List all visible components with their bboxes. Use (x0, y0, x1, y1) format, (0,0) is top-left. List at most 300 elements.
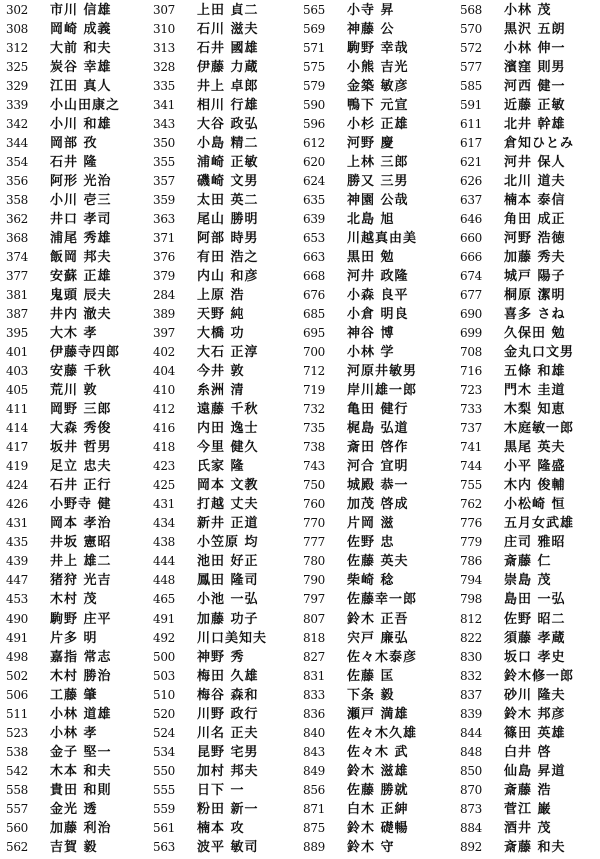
member-number: 831 (303, 668, 326, 683)
member-number: 376 (153, 250, 176, 265)
member-number: 438 (153, 535, 176, 550)
member-name: 佐々木久雄 (347, 725, 418, 741)
member-name: 濱窪 則男 (504, 60, 566, 76)
member-name: 瀬戸 満雄 (347, 706, 409, 722)
list-item (6, 762, 144, 781)
list-item (6, 438, 144, 457)
member-name: 石井 正行 (50, 478, 112, 494)
member-number: 410 (153, 383, 176, 398)
member-number: 354 (6, 155, 29, 170)
list-item (303, 343, 455, 362)
member-name: 倉知ひとみ (504, 136, 575, 152)
list-item (460, 648, 600, 667)
list-item (153, 210, 301, 229)
list-item (460, 610, 600, 629)
member-name: 白井 啓 (504, 744, 552, 760)
member-number: 849 (303, 763, 326, 778)
member-number: 557 (6, 801, 29, 816)
member-number: 368 (6, 231, 29, 246)
member-name: 猪狩 光吉 (50, 573, 112, 589)
member-name: 川野 政行 (197, 706, 259, 722)
member-name: 岸川雄一郎 (347, 383, 418, 399)
member-name: 木本 和夫 (50, 763, 112, 779)
member-name: 井坂 憲昭 (50, 535, 112, 551)
member-number: 328 (153, 60, 176, 75)
member-name: 島田 一弘 (504, 592, 566, 608)
list-item (6, 781, 144, 800)
list-item (6, 58, 144, 77)
member-name: 斎田 啓作 (347, 440, 409, 456)
member-number: 363 (153, 212, 176, 227)
list-item (153, 590, 301, 609)
list-item (153, 115, 301, 134)
member-number: 637 (460, 193, 483, 208)
member-number: 575 (303, 60, 326, 75)
member-number: 674 (460, 269, 483, 284)
list-item (460, 533, 600, 552)
member-name: 小笠原 均 (197, 535, 259, 551)
list-item (6, 705, 144, 724)
member-number: 596 (303, 117, 326, 132)
member-name: 小平 隆盛 (504, 459, 566, 475)
member-number: 424 (6, 478, 29, 493)
list-item (6, 629, 144, 648)
list-item (303, 267, 455, 286)
list-item (303, 400, 455, 419)
list-item (303, 210, 455, 229)
list-item (303, 457, 455, 476)
list-item (153, 552, 301, 571)
list-item (303, 1, 455, 20)
list-item (153, 743, 301, 762)
list-item (460, 762, 600, 781)
member-name: 小熊 吉光 (347, 60, 409, 76)
member-number: 699 (460, 326, 483, 341)
member-name: 川越真由美 (347, 231, 418, 247)
member-name: 小松崎 恒 (504, 497, 566, 513)
member-name: 阿形 光治 (50, 174, 112, 190)
member-name: 角田 成正 (504, 212, 566, 228)
member-name: 神藤 公 (347, 22, 395, 38)
list-item (153, 77, 301, 96)
member-number: 617 (460, 136, 483, 151)
member-name: 木内 俊輔 (504, 478, 566, 494)
list-item (460, 134, 600, 153)
member-number: 506 (6, 687, 29, 702)
list-item (153, 343, 301, 362)
list-item (153, 248, 301, 267)
member-number: 873 (460, 801, 483, 816)
member-number: 677 (460, 288, 483, 303)
member-name: 加藤 秀夫 (504, 250, 566, 266)
member-name: 岡本 孝治 (50, 516, 112, 532)
member-number: 397 (153, 326, 176, 341)
member-number: 794 (460, 573, 483, 588)
member-number: 335 (153, 79, 176, 94)
member-name: 近藤 正敏 (504, 98, 566, 114)
list-item (153, 457, 301, 476)
list-item (303, 438, 455, 457)
member-number: 737 (460, 421, 483, 436)
member-name: 小川 壱三 (50, 193, 112, 209)
list-item (153, 610, 301, 629)
member-name: 大前 和夫 (50, 41, 112, 57)
member-number: 500 (153, 649, 176, 664)
list-item (303, 667, 455, 686)
member-number: 660 (460, 231, 483, 246)
member-number: 779 (460, 535, 483, 550)
member-number: 362 (6, 212, 29, 227)
member-name: 小寺 昇 (347, 3, 395, 18)
member-name: 金子 堅一 (50, 744, 112, 760)
member-number: 591 (460, 98, 483, 113)
member-name: 佐藤 英夫 (347, 554, 409, 570)
member-number: 308 (6, 22, 29, 37)
member-name: 楠本 攻 (197, 820, 245, 836)
list-item (303, 495, 455, 514)
list-item (460, 1, 600, 20)
member-number: 389 (153, 307, 176, 322)
list-item (6, 210, 144, 229)
member-name: 阿部 時男 (197, 231, 259, 247)
list-item (6, 153, 144, 172)
member-number: 402 (153, 345, 176, 360)
member-name: 工藤 肇 (50, 687, 98, 703)
list-item (6, 419, 144, 438)
list-item (303, 115, 455, 134)
member-number: 571 (303, 41, 326, 56)
member-name: 上田 貞二 (197, 3, 259, 18)
list-item (153, 134, 301, 153)
member-number: 418 (153, 440, 176, 455)
list-item (153, 648, 301, 667)
member-number: 561 (153, 820, 176, 835)
member-name: 内山 和彦 (197, 269, 259, 285)
list-item (6, 724, 144, 743)
list-item (153, 20, 301, 39)
list-item (460, 324, 600, 343)
member-name: 斎藤 浩 (504, 782, 552, 798)
list-column-4 (460, 1, 600, 857)
member-number: 491 (6, 630, 29, 645)
member-number: 760 (303, 497, 326, 512)
list-item (460, 400, 600, 419)
member-number: 889 (303, 839, 326, 854)
member-name: 大石 正淳 (197, 345, 259, 361)
member-name: 粉田 新一 (197, 801, 259, 817)
member-number: 569 (303, 22, 326, 37)
member-name: 安蘇 正雄 (50, 269, 112, 285)
member-name: 佐々木 武 (347, 744, 409, 760)
list-item (303, 419, 455, 438)
list-item (303, 552, 455, 571)
member-number: 374 (6, 250, 29, 265)
list-item (460, 629, 600, 648)
list-item (460, 819, 600, 838)
member-name: 北井 幹雄 (504, 117, 566, 133)
member-name: 糸洲 清 (197, 383, 245, 399)
member-number: 434 (153, 516, 176, 531)
member-number: 502 (6, 668, 29, 683)
member-name: 貴田 和則 (50, 782, 112, 798)
member-number: 738 (303, 440, 326, 455)
list-item (303, 229, 455, 248)
member-name: 桐原 潔明 (504, 288, 566, 304)
member-name: 安藤 千秋 (50, 364, 112, 380)
list-item (153, 305, 301, 324)
member-name: 加茂 啓成 (347, 497, 409, 513)
list-item (153, 286, 301, 305)
member-number: 510 (153, 687, 176, 702)
member-name: 久保田 勉 (504, 326, 566, 342)
member-name: 佐野 昭二 (504, 611, 566, 627)
member-name: 岡部 孜 (50, 136, 98, 152)
member-name: 尾山 勝明 (197, 212, 259, 228)
member-number: 359 (153, 193, 176, 208)
member-name: 梅谷 森和 (197, 687, 259, 703)
member-name: 市川 信雄 (50, 3, 112, 18)
list-item (153, 514, 301, 533)
list-item (153, 476, 301, 495)
member-number: 732 (303, 402, 326, 417)
list-item (6, 229, 144, 248)
member-number: 542 (6, 763, 29, 778)
list-item (460, 705, 600, 724)
list-item (303, 781, 455, 800)
member-name: 飯岡 邦夫 (50, 250, 112, 266)
member-number: 448 (153, 573, 176, 588)
list-item (153, 705, 301, 724)
member-name: 小林 学 (347, 345, 395, 361)
member-name: 佐藤 勝就 (347, 782, 409, 798)
list-item (153, 838, 301, 857)
member-number: 403 (6, 364, 29, 379)
list-item (153, 400, 301, 419)
member-number: 523 (6, 725, 29, 740)
member-number: 498 (6, 649, 29, 664)
member-number: 371 (153, 231, 176, 246)
list-item (303, 686, 455, 705)
member-name: 石井 隆 (50, 155, 98, 171)
list-item (303, 590, 455, 609)
member-name: 門木 圭道 (504, 383, 566, 399)
list-item (6, 533, 144, 552)
member-number: 491 (153, 611, 176, 626)
list-item (6, 267, 144, 286)
member-name: 神谷 博 (347, 326, 395, 342)
member-name: 木庭敏一郎 (504, 421, 575, 437)
member-number: 453 (6, 592, 29, 607)
member-number: 534 (153, 744, 176, 759)
list-item (153, 324, 301, 343)
member-number: 856 (303, 782, 326, 797)
list-item (303, 286, 455, 305)
list-item (303, 134, 455, 153)
list-item (153, 571, 301, 590)
list-item (6, 648, 144, 667)
list-item (460, 571, 600, 590)
list-item (460, 77, 600, 96)
member-number: 358 (6, 193, 29, 208)
list-item (6, 115, 144, 134)
member-number: 431 (6, 516, 29, 531)
list-item (460, 552, 600, 571)
list-item (6, 324, 144, 343)
member-number: 612 (303, 136, 326, 151)
member-number: 426 (6, 497, 29, 512)
member-number: 419 (6, 459, 29, 474)
member-name: 大谷 政弘 (197, 117, 259, 133)
list-item (303, 248, 455, 267)
member-name: 金丸口文男 (504, 345, 575, 361)
member-name: 井上 雄二 (50, 554, 112, 570)
member-number: 520 (153, 706, 176, 721)
member-number: 639 (303, 212, 326, 227)
member-number: 559 (153, 801, 176, 816)
member-number: 558 (6, 782, 29, 797)
list-item (6, 400, 144, 419)
member-name: 小池 一弘 (197, 592, 259, 608)
member-name: 鈴木修一郎 (504, 668, 575, 684)
list-item (6, 134, 144, 153)
list-item (303, 191, 455, 210)
member-name: 川名 正夫 (197, 725, 259, 741)
list-item (153, 267, 301, 286)
member-name: 鴨下 元宣 (347, 98, 409, 114)
list-item (303, 762, 455, 781)
member-name: 五條 和雄 (504, 364, 566, 380)
member-number: 356 (6, 174, 29, 189)
member-number: 741 (460, 440, 483, 455)
member-name: 小川 和雄 (50, 117, 112, 133)
list-item (460, 172, 600, 191)
member-name: 今井 敦 (197, 364, 245, 380)
member-number: 560 (6, 820, 29, 835)
member-name: 梅田 久雄 (197, 668, 259, 684)
member-name: 駒野 庄平 (50, 611, 112, 627)
member-number: 666 (460, 250, 483, 265)
list-item (460, 248, 600, 267)
list-item (303, 610, 455, 629)
list-item (6, 362, 144, 381)
member-number: 538 (6, 744, 29, 759)
member-number: 744 (460, 459, 483, 474)
member-name: 黒尾 英夫 (504, 440, 566, 456)
list-item (6, 77, 144, 96)
member-name: 小林 伸一 (504, 41, 566, 57)
list-item (460, 686, 600, 705)
member-name: 楠本 泰信 (504, 193, 566, 209)
list-item (153, 1, 301, 20)
member-name: 磯崎 文男 (197, 174, 259, 190)
member-name: 鈴木 正吾 (347, 611, 409, 627)
member-name: 伊藤寺四郎 (50, 345, 121, 361)
list-item (6, 248, 144, 267)
member-number: 790 (303, 573, 326, 588)
member-name: 井内 澈夫 (50, 307, 112, 323)
member-name: 河合 宜明 (347, 459, 409, 475)
list-item (153, 781, 301, 800)
list-item (153, 191, 301, 210)
member-name: 須藤 孝蔵 (504, 630, 566, 646)
member-number: 465 (153, 592, 176, 607)
list-item (460, 58, 600, 77)
member-name: 大木 孝 (50, 326, 98, 342)
member-name: 井上 卓郎 (197, 79, 259, 95)
list-item (303, 819, 455, 838)
member-number: 343 (153, 117, 176, 132)
member-name: 黒沢 五朗 (504, 22, 566, 38)
list-item (6, 514, 144, 533)
list-item (153, 495, 301, 514)
member-name: 日下 一 (197, 782, 245, 798)
list-item (460, 476, 600, 495)
member-number: 620 (303, 155, 326, 170)
member-name: 佐野 忠 (347, 535, 395, 551)
list-item (6, 743, 144, 762)
member-number: 431 (153, 497, 176, 512)
list-item (6, 381, 144, 400)
member-number: 719 (303, 383, 326, 398)
list-item (460, 781, 600, 800)
member-name: 今里 健久 (197, 440, 259, 456)
member-name: 加藤 利治 (50, 820, 112, 836)
member-number: 780 (303, 554, 326, 569)
list-item (153, 58, 301, 77)
member-name: 梶島 弘道 (347, 421, 409, 437)
list-item (6, 686, 144, 705)
member-number: 312 (6, 41, 29, 56)
member-number: 350 (153, 136, 176, 151)
list-item (6, 476, 144, 495)
member-name: 加藤 功子 (197, 611, 259, 627)
list-item (6, 495, 144, 514)
member-name: 遠藤 千秋 (197, 402, 259, 418)
member-number: 822 (460, 630, 483, 645)
member-name: 吉賀 毅 (50, 839, 98, 855)
member-name: 小山田康之 (50, 98, 121, 114)
list-item (303, 324, 455, 343)
member-name: 篠田 英雄 (504, 725, 566, 741)
member-number: 447 (6, 573, 29, 588)
list-item (6, 96, 144, 115)
member-number: 339 (6, 98, 29, 113)
member-number: 827 (303, 649, 326, 664)
member-name: 亀田 健行 (347, 402, 409, 418)
list-item (460, 343, 600, 362)
member-number: 492 (153, 630, 176, 645)
member-number: 653 (303, 231, 326, 246)
list-column-2 (153, 1, 301, 857)
list-item (153, 381, 301, 400)
list-item (460, 286, 600, 305)
member-number: 425 (153, 478, 176, 493)
member-number: 690 (460, 307, 483, 322)
list-item (153, 800, 301, 819)
list-item (460, 800, 600, 819)
list-item (153, 667, 301, 686)
member-name: 河野 浩徳 (504, 231, 566, 247)
member-name: 鳳田 隆司 (197, 573, 259, 589)
member-number: 818 (303, 630, 326, 645)
list-item (303, 58, 455, 77)
member-number: 621 (460, 155, 483, 170)
list-item (460, 115, 600, 134)
list-item (6, 819, 144, 838)
member-number: 310 (153, 22, 176, 37)
member-name: 菅江 巌 (504, 801, 552, 817)
member-name: 金築 敏彦 (347, 79, 409, 95)
